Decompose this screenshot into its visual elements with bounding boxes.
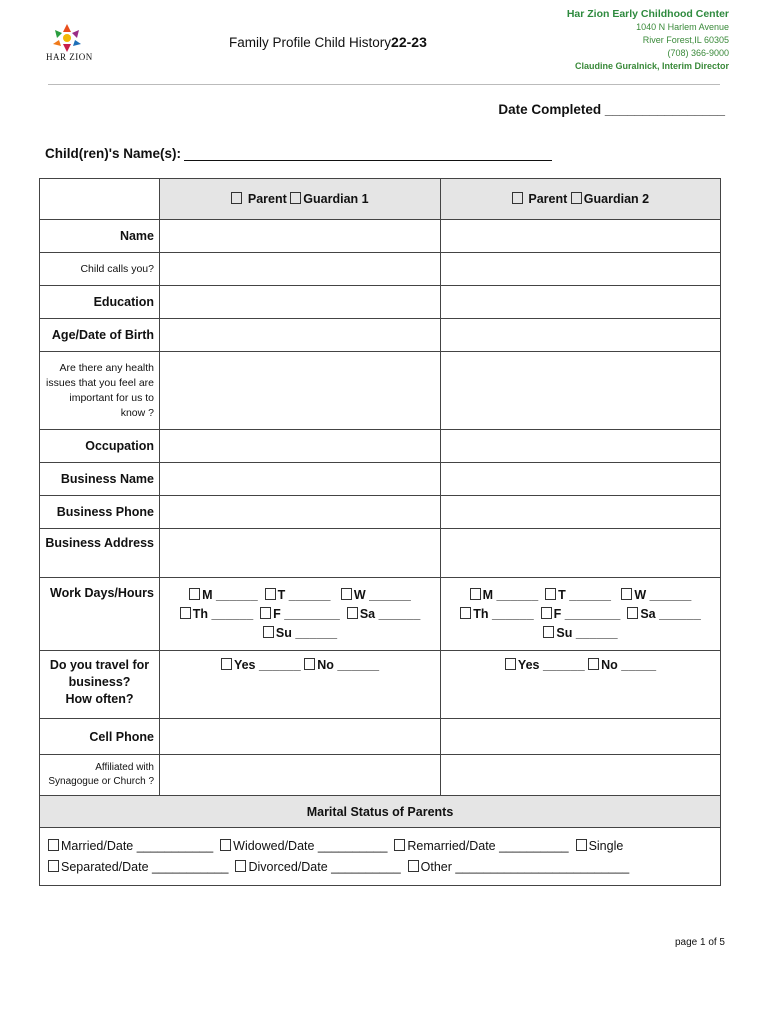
header-divider (48, 84, 720, 85)
guardian-2-checkbox[interactable] (571, 192, 582, 204)
business-address-field-1[interactable] (160, 529, 441, 578)
row-label-child-calls: Child calls you? (40, 253, 160, 286)
separated-checkbox[interactable] (48, 860, 59, 872)
day-su-checkbox[interactable] (263, 626, 274, 638)
day-th-checkbox[interactable] (180, 607, 191, 619)
day-th-label: Th ______ (473, 607, 534, 621)
marital-options-cell (40, 828, 721, 886)
widowed-checkbox[interactable] (220, 839, 231, 851)
widowed-label: Widowed/Date __________ (233, 838, 388, 853)
title-year: 22-23 (391, 34, 427, 50)
travel-yes-checkbox[interactable] (505, 658, 516, 670)
table-row (40, 430, 721, 463)
table-row (40, 578, 721, 651)
title-text: Family Profile Child History (229, 35, 392, 50)
row-label-occupation: Occupation (40, 430, 160, 463)
child-calls-field-2[interactable] (441, 253, 721, 286)
name-field-2[interactable] (441, 220, 721, 253)
day-m-checkbox[interactable] (189, 588, 200, 600)
table-row (40, 755, 721, 796)
parent-2-checkbox[interactable] (512, 192, 523, 204)
logo-text: HAR ZION (46, 52, 93, 62)
row-label-business-phone: Business Phone (40, 496, 160, 529)
day-m-checkbox[interactable] (470, 588, 481, 600)
family-profile-table (39, 178, 721, 886)
table-row (40, 651, 721, 719)
header-blank-cell (40, 179, 160, 220)
cell-phone-field-1[interactable] (160, 719, 441, 755)
married-checkbox[interactable] (48, 839, 59, 851)
affiliated-field-2[interactable] (441, 755, 721, 796)
header-guardian-2 (441, 179, 721, 220)
row-label-affiliated: Affiliated with Synagogue or Church ? (40, 755, 160, 796)
age-dob-field-1[interactable] (160, 319, 441, 352)
page-number: page 1 of 5 (674, 937, 725, 948)
marital-options-row (40, 828, 721, 886)
parent-1-label: Parent (247, 192, 287, 206)
other-checkbox[interactable] (408, 860, 419, 872)
day-t-label: T ______ (558, 588, 611, 602)
day-sa-checkbox[interactable] (627, 607, 638, 619)
health-field-1[interactable] (160, 352, 441, 430)
row-label-business-name: Business Name (40, 463, 160, 496)
divorced-checkbox[interactable] (235, 860, 246, 872)
business-name-field-1[interactable] (160, 463, 441, 496)
occupation-field-1[interactable] (160, 430, 441, 463)
travel-cell-2 (441, 651, 721, 719)
guardian-1-checkbox[interactable] (290, 192, 301, 204)
day-w-label: W ______ (634, 588, 692, 602)
day-w-checkbox[interactable] (341, 588, 352, 600)
row-label-education: Education (40, 286, 160, 319)
work-days-cell-1 (160, 578, 441, 651)
day-f-label: F ________ (553, 607, 621, 621)
table-row (40, 496, 721, 529)
day-sa-label: Sa ______ (359, 607, 421, 621)
separated-label: Separated/Date ___________ (61, 859, 229, 874)
day-w-checkbox[interactable] (621, 588, 632, 600)
table-row (40, 352, 721, 430)
row-label-travel (40, 651, 160, 719)
age-dob-field-2[interactable] (441, 319, 721, 352)
day-th-checkbox[interactable] (460, 607, 471, 619)
row-label-work-days: Work Days/Hours (40, 578, 160, 651)
day-t-label: T ______ (277, 588, 331, 602)
table-row (40, 529, 721, 578)
children-names-label: Child(ren)'s Name(s): (45, 146, 181, 161)
page-title (229, 34, 427, 50)
marital-header-row (40, 796, 721, 828)
business-phone-field-1[interactable] (160, 496, 441, 529)
travel-q3: How often? (65, 692, 134, 706)
children-names-field[interactable] (184, 160, 552, 161)
row-label-health: Are there any health issues that you feel are important for us to know ? (40, 352, 160, 430)
org-director: Claudine Guralnick, Interim Director (574, 61, 729, 71)
affiliated-field-1[interactable] (160, 755, 441, 796)
day-sa-label: Sa ______ (640, 607, 701, 621)
day-th-label: Th ______ (192, 607, 254, 621)
date-completed-field[interactable]: Date Completed ________________ (498, 102, 725, 117)
health-field-2[interactable] (441, 352, 721, 430)
education-field-1[interactable] (160, 286, 441, 319)
row-label-name: Name (40, 220, 160, 253)
education-field-2[interactable] (441, 286, 721, 319)
single-checkbox[interactable] (576, 839, 587, 851)
day-f-checkbox[interactable] (260, 607, 271, 619)
travel-no-checkbox[interactable] (304, 658, 315, 670)
parent-1-checkbox[interactable] (231, 192, 242, 204)
single-label: Single (588, 838, 624, 853)
travel-cell-1 (160, 651, 441, 719)
travel-yes-label: Yes ______ (233, 658, 301, 672)
day-f-checkbox[interactable] (541, 607, 552, 619)
org-phone: (708) 366-9000 (667, 48, 729, 58)
travel-q1: Do you travel for (49, 658, 150, 672)
table-row (40, 253, 721, 286)
day-sa-checkbox[interactable] (347, 607, 358, 619)
travel-no-checkbox[interactable] (588, 658, 599, 670)
divorced-label: Divorced/Date __________ (248, 859, 401, 874)
married-label: Married/Date ___________ (61, 838, 214, 853)
parent-2-label: Parent (528, 192, 568, 206)
travel-no-label: No ______ (317, 658, 380, 672)
travel-yes-checkbox[interactable] (221, 658, 232, 670)
day-t-checkbox[interactable] (265, 588, 276, 600)
cell-phone-field-2[interactable] (441, 719, 721, 755)
guardian-2-label: Guardian 2 (583, 192, 650, 206)
day-su-checkbox[interactable] (543, 626, 554, 638)
day-m-label: M ______ (202, 588, 258, 602)
day-m-label: M ______ (482, 588, 539, 602)
other-label: Other _________________________ (420, 859, 630, 874)
org-address-2: River Forest,IL 60305 (642, 35, 729, 45)
remarried-checkbox[interactable] (394, 839, 405, 851)
guardian-1-label: Guardian 1 (303, 192, 369, 206)
remarried-label: Remarried/Date __________ (407, 838, 569, 853)
travel-no-label: No _____ (601, 658, 657, 672)
child-calls-field-1[interactable] (160, 253, 441, 286)
org-address-1: 1040 N Harlem Avenue (636, 22, 729, 32)
day-t-checkbox[interactable] (545, 588, 556, 600)
table-row (40, 463, 721, 496)
org-info (567, 8, 729, 73)
day-f-label: F ________ (273, 607, 340, 621)
table-row (40, 719, 721, 755)
name-field-1[interactable] (160, 220, 441, 253)
marital-header: Marital Status of Parents (40, 796, 721, 828)
row-label-age-dob: Age/Date of Birth (40, 319, 160, 352)
org-name: Har Zion Early Childhood Center (566, 8, 729, 20)
table-row (40, 319, 721, 352)
table-row (40, 286, 721, 319)
header-guardian-1 (160, 179, 441, 220)
work-days-cell-2 (441, 578, 721, 651)
row-label-cell-phone: Cell Phone (40, 719, 160, 755)
day-su-label: Su ______ (556, 626, 618, 640)
table-row (40, 220, 721, 253)
business-address-field-2[interactable] (441, 529, 721, 578)
row-label-business-address: Business Address (40, 529, 160, 578)
business-phone-field-2[interactable] (441, 496, 721, 529)
travel-q2: business? (68, 675, 131, 689)
day-su-label: Su ______ (275, 626, 338, 640)
occupation-field-2[interactable] (441, 430, 721, 463)
business-name-field-2[interactable] (441, 463, 721, 496)
table-header-row (40, 179, 721, 220)
travel-yes-label: Yes ______ (517, 658, 585, 672)
day-w-label: W ______ (353, 588, 411, 602)
